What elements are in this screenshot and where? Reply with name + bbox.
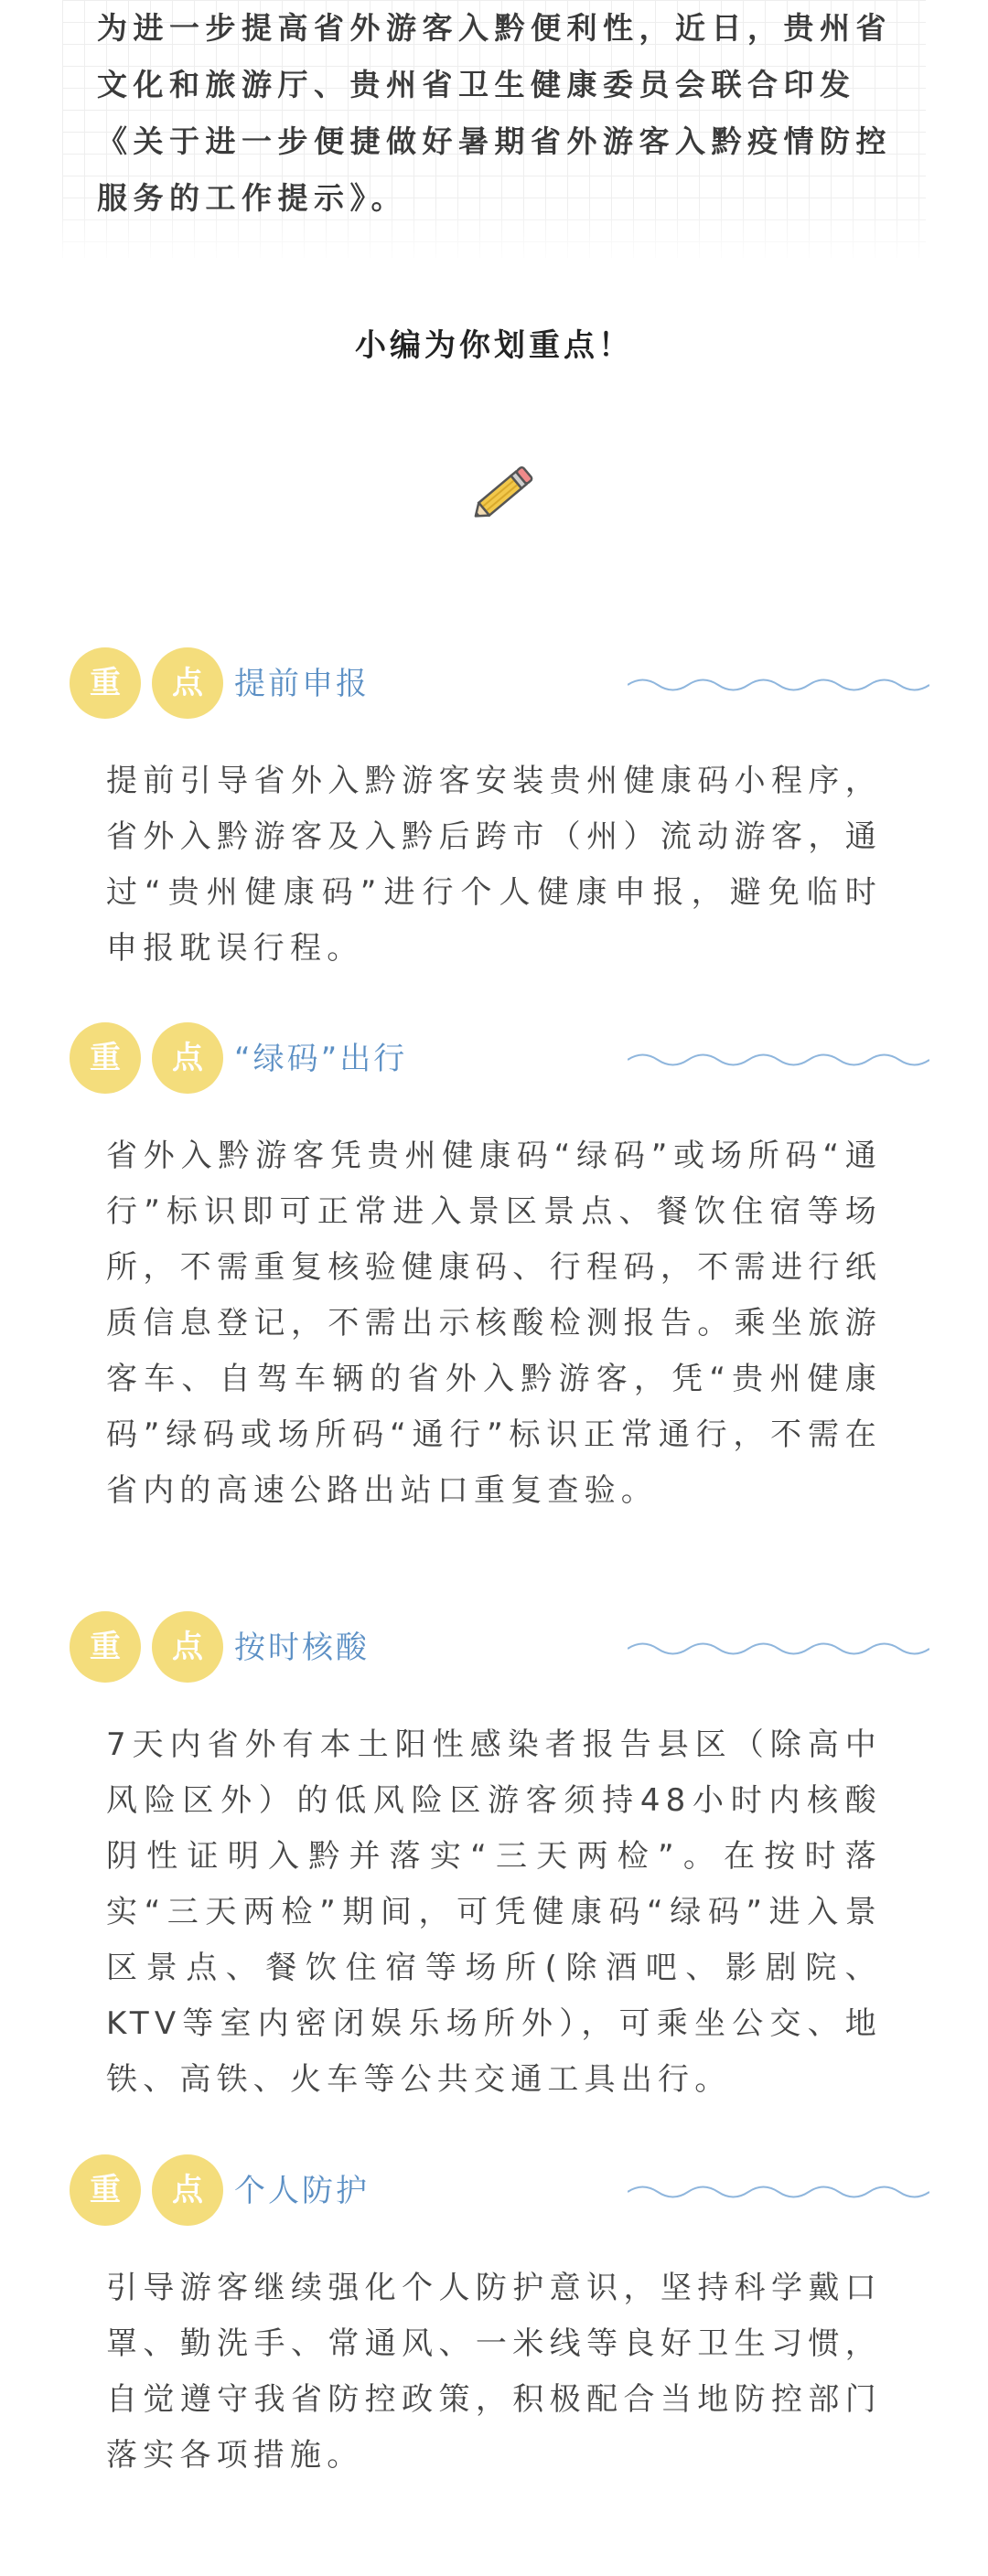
wave-divider-icon — [628, 673, 929, 697]
section-header-4 — [70, 2154, 929, 2229]
badge-zhong: 重 — [70, 1611, 141, 1683]
section-header-3 — [70, 1611, 929, 1686]
wave-divider-icon — [628, 1048, 929, 1072]
section-body: 引导游客继续强化个人防护意识，坚持科学戴口罩、勤洗手、常通风、一米线等良好卫生习惯，自觉遵守我省防控政策，积极配合当地防控部门落实各项措施。 — [106, 2270, 882, 2474]
wave-divider-icon — [628, 2180, 929, 2204]
intro-paragraph: 为进一步提高省外游客入黔便利性，近日，贵州省文化和旅游厅、贵州省卫生健康委员会联合印发《关于进一步便捷做好暑期省外游客入黔疫情防控服务的工作提示》。 — [97, 10, 892, 216]
section-body: 提前引导省外入黔游客安装贵州健康码小程序，省外入黔游客及入黔后跨市（州）流动游客，通过“贵州健康码”进行个人健康申报，避免临时申报耽误行程。 — [106, 763, 882, 967]
section-body: 省外入黔游客凭贵州健康码“绿码”或场所码“通行”标识即可正常进入景区景点、餐饮住宿等场所，不需重复核验健康码、行程码，不需进行纸质信息登记，不需出示核酸检测报告。乘坐旅游客车、自驾车辆的省外入黔游客，凭“贵州健康码”绿码或场所码“通行”标识正常通行，不需在省内的高速公路出站口重复查验。 — [106, 1138, 882, 1509]
section-title: “绿码”出行 — [234, 1041, 408, 1077]
section-header-1 — [70, 647, 929, 722]
highlight-heading: 小编为你划重点！ — [355, 327, 633, 364]
badge-zhong: 重 — [70, 1022, 141, 1094]
badge-zhong: 重 — [70, 2154, 141, 2226]
badge-dian: 点 — [152, 1022, 223, 1094]
badge-zhong: 重 — [70, 647, 141, 719]
badge-dian: 点 — [152, 1611, 223, 1683]
section-body: 7天内省外有本土阳性感染者报告县区（除高中风险区外）的低风险区游客须持48小时内核酸阴性证明入黔并落实“三天两检”。在按时落实“三天两检”期间，可凭健康码“绿码”进入景区景点、餐饮住宿等场所(除酒吧、影剧院、KTV等室内密闭娱乐场所外），可乘坐公交、地铁、高铁、火车等公共交通工具出行。 — [106, 1726, 882, 2098]
pencil-icon — [466, 457, 539, 530]
badge-dian: 点 — [152, 2154, 223, 2226]
section-header-2 — [70, 1022, 929, 1097]
badge-dian: 点 — [152, 647, 223, 719]
wave-divider-icon — [628, 1637, 929, 1661]
section-title: 按时核酸 — [234, 1630, 370, 1666]
section-title: 个人防护 — [234, 2173, 370, 2209]
section-title: 提前申报 — [234, 666, 370, 702]
